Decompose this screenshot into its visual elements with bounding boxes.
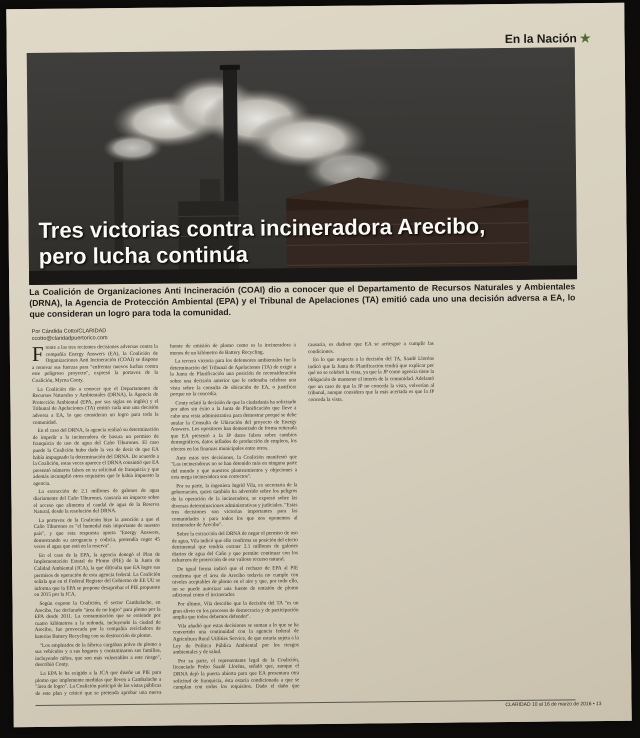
body-paragraph: "Los empleados de la fábrica cargaban polvo de plomo a sus vehículos y a sus hogares y contaminaron sus familias, incluyendo niños, que son más vulnerables a este riesgo", describió Conty. (34, 641, 162, 669)
section-label (505, 31, 591, 46)
body-paragraph: De igual forma indicó que el rechazo de EPA al PIE confirma que el área de Arecibo todavía no cumple con niveles aceptables de plomo en el aire y que, por todo ello, no se puede autorizar una fuente de emisión de plomo adicional como el incinerador. (172, 565, 299, 599)
body-paragraph: Por último, Vila describe que la decisión del TA "es un gran alivio en los procesos de democracia y de participación amplia que todos debemos defender". (172, 600, 299, 621)
body-paragraph: La Coalición dio a conocer que el Departamento de Recursos Naturales y Ambientales (DRNA), la Agencia de Protección Ambiental (EPA, por sus siglas en inglés) y el Tribunal de Apelaciones (TA) emitió cada uno una decisión adversa a EA, lo que consideran un logro para toda la comunidad. (32, 385, 159, 426)
body-paragraph: La portavoz de la Coalición hizo la atención a que el Caño Tiburones es "el humedal más importante de nuestro país", y que esta respuesta aporta "Energy Answers, demostrando su arrogancia y codicia, pretendía coger 45 veces el agua que está en la reserva". (33, 516, 160, 551)
body-paragraph: Por su parte, la ingeniera Ingrid Vila, ex secretaria de la gobernación, quien también ha advertido sobre los peligros de la operación de la incineradora, se expresó sobre las diversas determinaciones administrativas y judiciales. "Estas tres decisiones son victorias importantes para las comunidades y para todos los que nos oponemos al incinerador de Arecibo". (171, 482, 298, 529)
newspaper-page (6, 3, 631, 727)
body-paragraph: En el caso de la EPA, la agencia denegó el Plan de Implementación Estatal de Plomo (PIE) de la Junta de Calidad Ambiental (JCA), la que dificulta que EA logre sus permisos de operación de esta agencia federal. La Coalición señala que en el Federal Register del Gobierno de EE UU se informa que la EPA se propone desaprobar el PIE propuesto en 2015 por la JCA. (34, 551, 161, 599)
body-paragraph: Frente a las tres recientes decisiones adversas contra la compañía Energy Answers (EA), la Coalición de Organizaciones Anti Incineración (COAI) se dispone a renovar sus fuerzas para "enfrentar nuevos luchas contra este peligroso proyecto", expresó la portavoz de la Coalición, Myrna Conty. (31, 341, 159, 384)
lede-paragraph: La Coalición de Organizaciones Anti Incineración (COAI) dio a conocer que el Departamento de Recursos Naturales y Ambientales (DRNA), la Agencia de Protección Ambiental (EPA) y el Tribunal de Apelaciones (TA) emitió cada uno una decisión adversa a EA, lo que consideran un logro para toda la comunidad. (29, 281, 576, 320)
body-paragraph: La tercera victoria para los defensores ambientales fue la determinación del Tribunal de Apelaciones (TA) de exigir a la Junta de Planificación una posición de reconsideración sobre una decisión anterior que le ordenaba celebrar una vista sobre la consulta de ubicación de EA, o justificar porque no la concedía. (169, 357, 297, 398)
byline-email: ccotto@claridadpuertorico.com (31, 335, 108, 343)
star-icon: ★ (579, 31, 591, 46)
body-paragraph: Conty relató la decisión de que la ciudadanía ha solicitado por años sin éxito a la Junta de Planificación que lleve a cabo una vista administrativa para demostrar porqué se debe anular la Consulta de Ubicación del proyecto de Energy Answers. Los opositores han demostrado de forma reiterada que EA presentó a la JP datos falsos sobre cambios demográficos, datos inflados de producción de empleos, los efectos en las finanzas municipales entre otros. (170, 398, 297, 453)
headline-line-1: Tres victorias contra incineradora Arecibo, (38, 212, 486, 243)
footer-rule (36, 699, 576, 706)
article-body (32, 339, 576, 701)
body-paragraph: Por su parte, el representante legal de la Coalición, licenciado Pedro Saadé Lloréns, señaló que, aunque el DRNA dejó la puerta abierta para que EA presentara otra solicitud de franquicia, ésta estaría condicionada a que se cumplan con todos los requisitos. Dado el daño que causaría, es dudoso que EA se arriesgue a cumplir las condiciones. (173, 340, 434, 691)
headline (38, 212, 569, 270)
body-paragraph: En el caso del DRNA, la agencia realizó su determinación de impedir a la incineradora de basura un permiso de franquicia de uso de agua del Caño Tiburones. El caso puede la Coalición hubo dado la vez de decir de que EA había impugnado la determinación del DRNA. De acuerdo a la Coalición, estas veces aparece el DRNA consintió que EA presentó números falsos en su solicitud de franquicia y que además incumplió otros requisitos que le había impuesto la agencia. (32, 426, 160, 487)
page-footer: CLARIDAD 10 al 16 de marzo de 2016 • 13 (505, 701, 602, 709)
body-paragraph: Sobre la extracción del DRNA de negar el permiso de uso de agua, Vila indicó que ello confirma su posición del efecto detrimental que tendría extraer 2.1 millones de galones diarios de agua del Caño y que permite continuar con los esfuerzos de protección de ese valioso recurso natural. (171, 530, 298, 564)
byline (32, 327, 182, 343)
body-paragraph: Según expone la Coalición, el sector Cambalache, en Arecibo, fue declarado "área de no logro" para plomo por la EPA desde 2011. La contaminación que se extiende por cuatro kilómetros a la redonda, incluyendo la ciudad de Arecibo, fue provocada por la compañía recicladora de baterías Battery Recycling con su destrucción de plomo. (34, 599, 161, 640)
headline-line-2: pero lucha continúa (38, 241, 248, 269)
body-paragraph: En lo que respecta a la decisión del TA, Saadé Lloréns indicó que la Junta de Planificación tendrá que explicar por qué no se celebró la vista, ya que la JP como agencia tiene la obligación de mantener el interés de la comunidad. Adelantó que un caso de que la JP no conceda la vista, volverían al tribunal, aunque considera que la más acertada es que la JP conceda la vista. (307, 355, 435, 403)
body-paragraph: La EPA le ha exigido a la JCA que diseñe un PIE para plomo que implemente medidas que lleven a Cambalache a "área de logro". La Coalición participó de las vistas públicas de este plan y criticó que se pretenda aprobar una nueva fuente de emisión de plomo como es la incineradora a menos de un kilómetro de Battery Recycling. (35, 342, 296, 697)
byline-author: Por Cándida Cotto/CLARIDAD (31, 328, 107, 336)
body-paragraph: Ante estas tres decisiones, la Coalición manifestó que "Las incineradoras no se han detenido más en ninguna parte del mundo y que nuestros planteamientos y objeciones a esta mega incineradora son correctos". (171, 453, 298, 481)
section-label-text: En la Nación (504, 31, 577, 47)
lead-photo (27, 47, 577, 285)
body-paragraph: La extracción de 2.1 millones de galones de agua diariamente del Caño Tiburones, causaría un impacto sobre el acceso que alimenta el caudal de agua de la Reserva Natural, desde la resolución del DRNA. (33, 488, 160, 516)
body-paragraph: Vila añadió que estas decisiones se suman a lo que se ha convertido una continuidad con la agencia federal de Agricultura Rural Utilities Service, de que estaría sujeta a la Ley de Política Pública Ambiental por los riesgos ambientales y de salud. (172, 621, 299, 656)
